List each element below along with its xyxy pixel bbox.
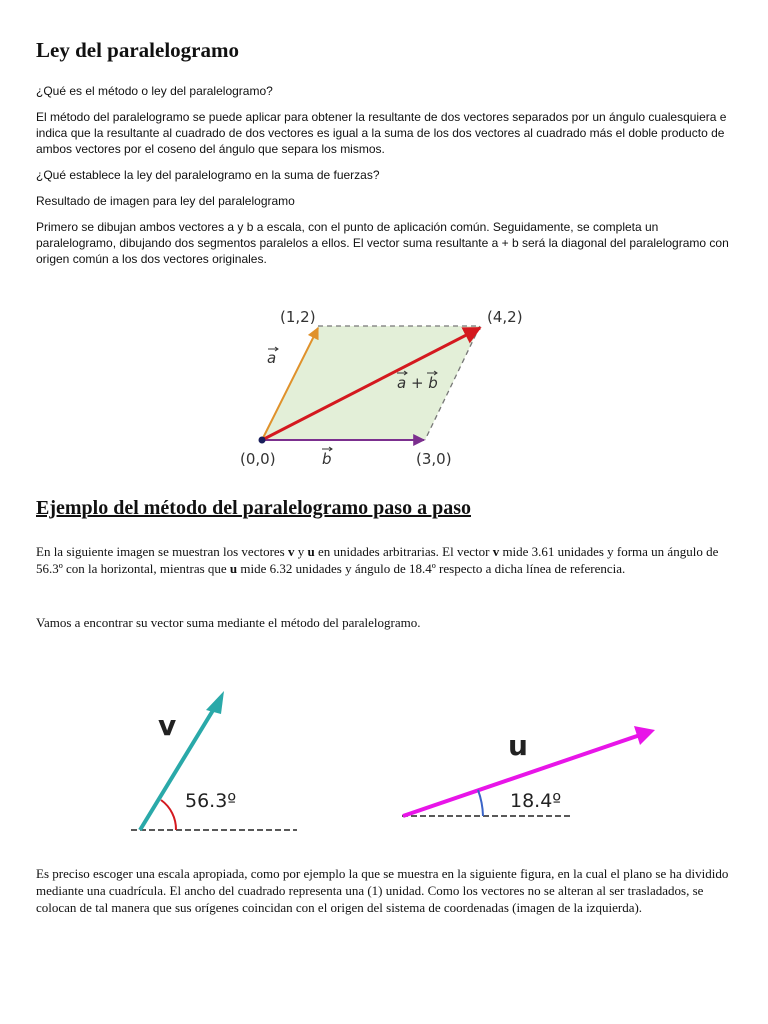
u-arrowhead (634, 726, 655, 745)
origin-point (259, 437, 266, 444)
parallelogram-diagram (230, 300, 540, 475)
label-point-4-2: (4,2) (487, 308, 523, 326)
paragraph-find-sum: Vamos a encontrar su vector suma mediante el método del paralelogramo. (36, 615, 421, 630)
u-angle-label: 18.4º (510, 790, 562, 812)
paragraph-procedure: Primero se dibujan ambos vectores a y b a escala, con el punto de aplicación común. Seguidamente, se completa un paralelogramo, dibujando dos segmentos paralelos a ellos. El vector suma resultante a + b será la diagonal del paralelogramo con origen común a los dos vectores originales. (36, 220, 729, 266)
v-label: v (158, 709, 177, 742)
page-title: Ley del paralelogramo (36, 38, 239, 62)
section-subtitle: Ejemplo del método del paralelogramo paso a paso (36, 497, 471, 519)
label-point-3-0: (3,0) (416, 450, 452, 468)
label-vector-b: b (322, 450, 332, 468)
u-angle-arc (478, 790, 483, 816)
label-point-0-0: (0,0) (240, 450, 276, 468)
question-1: ¿Qué es el método o ley del paralelogramo? (36, 84, 273, 98)
paragraph-definition: El método del paralelogramo se puede aplicar para obtener la resultante de dos vectores separados por un ángulo cualesquiera e indica que la resultante al cuadrado de dos vectores es igual a la suma de los dos vectores al cuadrado más el doble producto de ambos vectores por el coseno del ángulo que separa los mismos. (36, 110, 727, 156)
label-point-1-2: (1,2) (280, 308, 316, 326)
label-vector-sum: a + b (397, 374, 438, 392)
u-label: u (508, 729, 528, 762)
question-2: ¿Qué establece la ley del paralelogramo en la suma de fuerzas? (36, 168, 380, 182)
label-vector-a: a (267, 349, 277, 367)
v-arrowhead (206, 691, 224, 714)
paragraph-example-vectors: En la siguiente imagen se muestran los vectores v y u en unidades arbitrarias. El vector v mide 3.61 unidades y forma un ángulo de 56.3º con la horizontal, mientras que u mide 6.32 unidades y ángulo de 18.4º respecto a dicha línea de referencia. (36, 544, 719, 576)
image-result-caption: Resultado de imagen para ley del paralelogramo (36, 194, 295, 208)
paragraph-scale: Es preciso escoger una escala apropiada, como por ejemplo la que se muestra en la siguiente figura, en la cual el plano se ha dividido mediante una cuadrícula. El ancho del cuadrado representa una (1) unidad. Como los vectores no se alteran al ser trasladados, se colocan de tal manera que sus orígenes coincidan con el origen del sistema de coordenadas (imagen de la izquierda). (36, 866, 729, 915)
vector-u-diagram (398, 718, 668, 828)
vector-v-diagram (125, 685, 305, 835)
v-angle-label: 56.3º (185, 790, 237, 812)
v-angle-arc (161, 800, 176, 830)
